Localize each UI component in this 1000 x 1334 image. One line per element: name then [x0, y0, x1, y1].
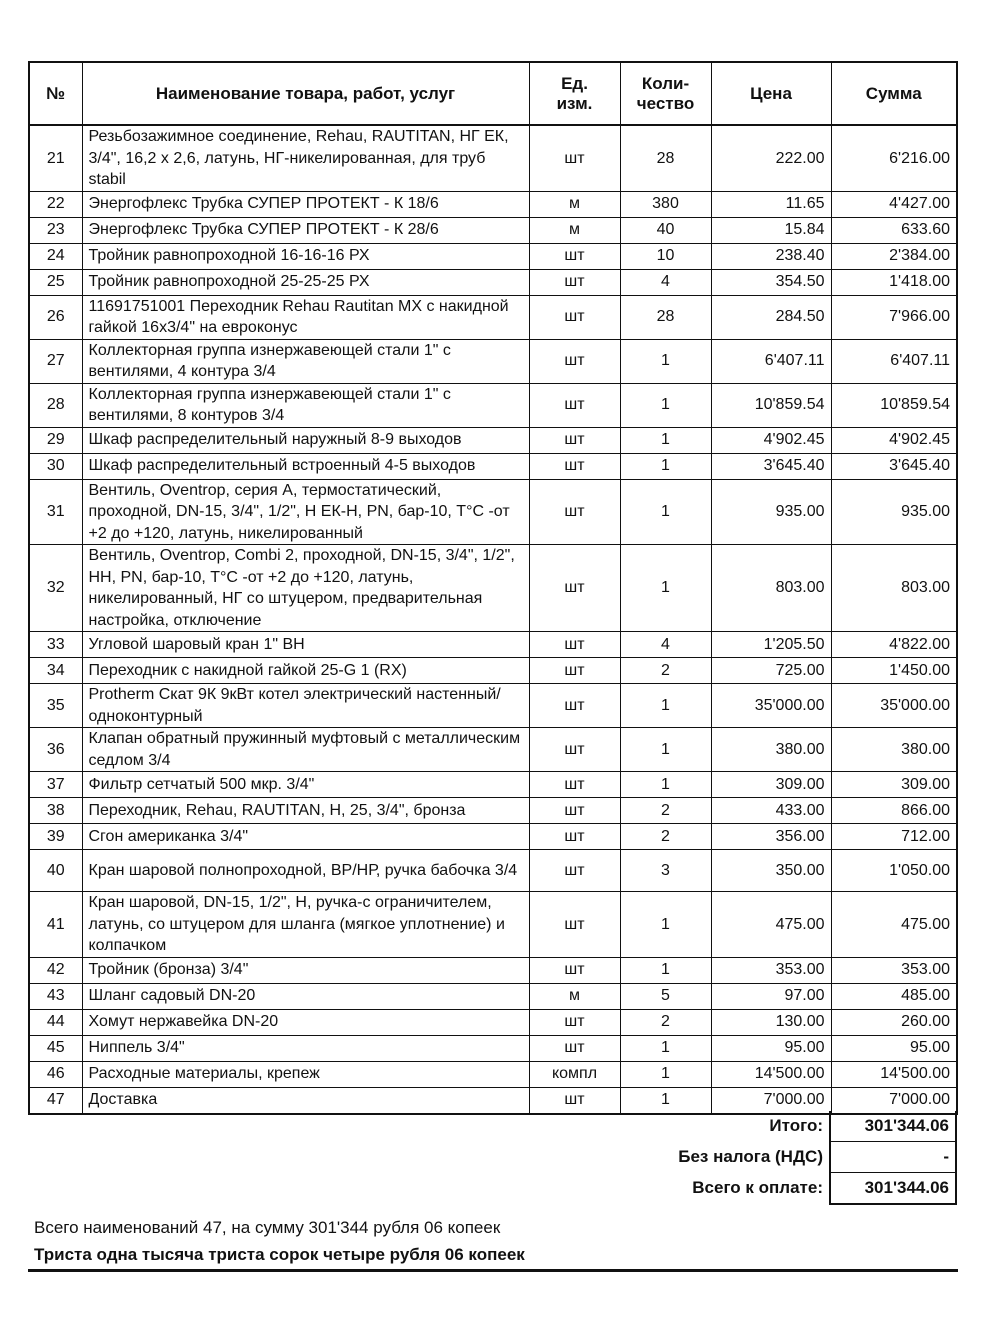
cell-qty: 4	[620, 269, 711, 295]
itogo-label: Итого:	[769, 1116, 823, 1136]
cell-price: 1'205.50	[711, 632, 831, 658]
header-unit	[529, 62, 620, 125]
cell-name: Коллекторная группа изнержавеющей стали 1" с вентилями, 8 контуров 3/4	[82, 383, 529, 427]
cell-price: 4'902.45	[711, 427, 831, 453]
table-row	[29, 1061, 957, 1087]
cell-unit: шт	[529, 427, 620, 453]
items-body	[29, 125, 957, 1114]
cell-unit: шт	[529, 892, 620, 958]
cell-unit: шт	[529, 728, 620, 772]
cell-unit: шт	[529, 798, 620, 824]
header-unit-line2: изм.	[556, 93, 593, 113]
cell-sum: 1'450.00	[831, 658, 957, 684]
table-row	[29, 850, 957, 892]
cell-num: 29	[29, 427, 82, 453]
cell-unit: шт	[529, 957, 620, 983]
cell-name: Тройник (бронза) 3/4"	[82, 957, 529, 983]
totals-table	[28, 1111, 957, 1205]
cell-sum: 803.00	[831, 545, 957, 632]
cell-num: 25	[29, 269, 82, 295]
totals-row-nds	[28, 1142, 956, 1173]
cell-qty: 1	[620, 1061, 711, 1087]
nds-value: -	[830, 1142, 956, 1173]
cell-unit: шт	[529, 658, 620, 684]
cell-qty: 1	[620, 1087, 711, 1114]
cell-unit: шт	[529, 1035, 620, 1061]
cell-unit: шт	[529, 850, 620, 892]
header-unit-line1: Ед.	[561, 73, 588, 93]
cell-price: 238.40	[711, 243, 831, 269]
cell-num: 30	[29, 453, 82, 479]
cell-qty: 1	[620, 383, 711, 427]
cell-name: Ниппель 3/4"	[82, 1035, 529, 1061]
cell-name: Кран шаровой полнопроходной, ВР/НР, ручка бабочка 3/4	[82, 850, 529, 892]
cell-num: 39	[29, 824, 82, 850]
cell-price: 7'000.00	[711, 1087, 831, 1114]
cell-name: Шкаф распределительный наружный 8-9 выходов	[82, 427, 529, 453]
cell-num: 23	[29, 217, 82, 243]
cell-qty: 2	[620, 798, 711, 824]
cell-num: 37	[29, 772, 82, 798]
cell-num: 31	[29, 479, 82, 545]
table-row	[29, 728, 957, 772]
header-qty-line1: Коли-	[641, 73, 690, 93]
cell-price: 6'407.11	[711, 339, 831, 383]
table-row	[29, 798, 957, 824]
cell-unit: шт	[529, 269, 620, 295]
cell-num: 44	[29, 1009, 82, 1035]
cell-unit: шт	[529, 453, 620, 479]
cell-sum: 2'384.00	[831, 243, 957, 269]
totals-row-total	[28, 1173, 956, 1205]
cell-price: 935.00	[711, 479, 831, 545]
cell-num: 26	[29, 295, 82, 339]
cell-sum: 6'407.11	[831, 339, 957, 383]
cell-qty: 1	[620, 957, 711, 983]
header-qty-line2: чество	[636, 93, 695, 113]
cell-price: 354.50	[711, 269, 831, 295]
cell-sum: 10'859.54	[831, 383, 957, 427]
cell-qty: 1	[620, 772, 711, 798]
cell-price: 15.84	[711, 217, 831, 243]
cell-price: 353.00	[711, 957, 831, 983]
cell-num: 24	[29, 243, 82, 269]
table-row	[29, 824, 957, 850]
table-row	[29, 217, 957, 243]
header-sum: Сумма	[831, 62, 957, 125]
cell-sum: 712.00	[831, 824, 957, 850]
cell-qty: 4	[620, 632, 711, 658]
cell-sum: 4'902.45	[831, 427, 957, 453]
table-row	[29, 632, 957, 658]
cell-name: Переходник, Rehau, RAUTITAN, Н, 25, 3/4", бронза	[82, 798, 529, 824]
cell-num: 46	[29, 1061, 82, 1087]
cell-sum: 7'966.00	[831, 295, 957, 339]
cell-unit: компл	[529, 1061, 620, 1087]
cell-sum: 6'216.00	[831, 125, 957, 191]
cell-num: 22	[29, 191, 82, 217]
cell-name: Сгон американка 3/4"	[82, 824, 529, 850]
cell-qty: 1	[620, 427, 711, 453]
cell-qty: 2	[620, 658, 711, 684]
cell-qty: 2	[620, 1009, 711, 1035]
table-row	[29, 339, 957, 383]
items-table	[28, 61, 958, 1115]
cell-name: Шланг садовый DN-20	[82, 983, 529, 1009]
cell-qty: 10	[620, 243, 711, 269]
cell-sum: 866.00	[831, 798, 957, 824]
cell-price: 3'645.40	[711, 453, 831, 479]
cell-qty: 1	[620, 684, 711, 728]
total-value: 301'344.06	[830, 1173, 956, 1205]
bottom-rule	[28, 1269, 958, 1272]
cell-unit: шт	[529, 1009, 620, 1035]
cell-unit: м	[529, 217, 620, 243]
table-row	[29, 1009, 957, 1035]
cell-price: 222.00	[711, 125, 831, 191]
cell-qty: 5	[620, 983, 711, 1009]
cell-price: 803.00	[711, 545, 831, 632]
cell-name: Фильтр сетчатый 500 мкр. 3/4"	[82, 772, 529, 798]
table-row	[29, 383, 957, 427]
cell-price: 14'500.00	[711, 1061, 831, 1087]
cell-sum: 475.00	[831, 892, 957, 958]
table-row	[29, 545, 957, 632]
cell-name: Тройник равнопроходной 16-16-16 РХ	[82, 243, 529, 269]
header-qty	[620, 62, 711, 125]
cell-num: 34	[29, 658, 82, 684]
cell-name: Переходник с накидной гайкой 25-G 1 (RX)	[82, 658, 529, 684]
cell-sum: 380.00	[831, 728, 957, 772]
cell-qty: 28	[620, 125, 711, 191]
cell-name: Энергофлекс Трубка СУПЕР ПРОТЕКТ - К 28/6	[82, 217, 529, 243]
cell-sum: 4'822.00	[831, 632, 957, 658]
cell-sum: 309.00	[831, 772, 957, 798]
cell-unit: шт	[529, 295, 620, 339]
itogo-value: 301'344.06	[830, 1111, 956, 1142]
table-row	[29, 892, 957, 958]
table-row	[29, 684, 957, 728]
cell-qty: 1	[620, 479, 711, 545]
cell-name: Доставка	[82, 1087, 529, 1114]
cell-name: Тройник равнопроходной 25-25-25 РХ	[82, 269, 529, 295]
cell-name: Угловой шаровый кран 1" ВН	[82, 632, 529, 658]
cell-price: 10'859.54	[711, 383, 831, 427]
cell-name: Хомут нержавейка DN-20	[82, 1009, 529, 1035]
table-row	[29, 983, 957, 1009]
cell-num: 33	[29, 632, 82, 658]
cell-num: 32	[29, 545, 82, 632]
cell-num: 35	[29, 684, 82, 728]
cell-sum: 353.00	[831, 957, 957, 983]
cell-name: Вентиль, Oventrop, серия А, термостатический, проходной, DN-15, 3/4", 1/2", Н ЕК-Н, PN, бар-10, Т°С -от +2 до +120, латунь, никелированный	[82, 479, 529, 545]
cell-unit: шт	[529, 1087, 620, 1114]
cell-price: 130.00	[711, 1009, 831, 1035]
cell-sum: 3'645.40	[831, 453, 957, 479]
cell-unit: шт	[529, 339, 620, 383]
cell-num: 45	[29, 1035, 82, 1061]
cell-name: Шкаф распределительный встроенный 4-5 выходов	[82, 453, 529, 479]
cell-num: 27	[29, 339, 82, 383]
cell-unit: м	[529, 983, 620, 1009]
cell-unit: шт	[529, 125, 620, 191]
cell-unit: м	[529, 191, 620, 217]
cell-unit: шт	[529, 243, 620, 269]
cell-price: 97.00	[711, 983, 831, 1009]
cell-sum: 633.60	[831, 217, 957, 243]
table-row	[29, 125, 957, 191]
table-row	[29, 1087, 957, 1114]
cell-sum: 7'000.00	[831, 1087, 957, 1114]
cell-num: 38	[29, 798, 82, 824]
table-row	[29, 479, 957, 545]
total-label: Всего к оплате:	[692, 1178, 823, 1198]
cell-num: 41	[29, 892, 82, 958]
amount-in-words: Триста одна тысяча триста сорок четыре рубля 06 копеек	[34, 1245, 525, 1264]
table-header-row	[29, 62, 957, 125]
table-row	[29, 427, 957, 453]
cell-sum: 935.00	[831, 479, 957, 545]
cell-price: 725.00	[711, 658, 831, 684]
cell-num: 28	[29, 383, 82, 427]
cell-price: 11.65	[711, 191, 831, 217]
cell-unit: шт	[529, 479, 620, 545]
cell-qty: 1	[620, 545, 711, 632]
summary-line: Всего наименований 47, на сумму 301'344 рубля 06 копеек	[34, 1218, 501, 1237]
cell-unit: шт	[529, 545, 620, 632]
cell-num: 40	[29, 850, 82, 892]
cell-qty: 1	[620, 892, 711, 958]
cell-num: 42	[29, 957, 82, 983]
cell-unit: шт	[529, 684, 620, 728]
cell-name: Резьбозажимное соединение, Rehau, RAUTITAN, НГ ЕК, 3/4", 16,2 х 2,6, латунь, НГ-никелированная, для труб stabil	[82, 125, 529, 191]
cell-qty: 3	[620, 850, 711, 892]
table-row	[29, 243, 957, 269]
table-row	[29, 658, 957, 684]
cell-sum: 485.00	[831, 983, 957, 1009]
cell-qty: 40	[620, 217, 711, 243]
cell-qty: 1	[620, 453, 711, 479]
cell-sum: 1'418.00	[831, 269, 957, 295]
cell-price: 380.00	[711, 728, 831, 772]
cell-price: 95.00	[711, 1035, 831, 1061]
cell-name: Protherm Скат 9К 9кВт котел электрический настенный/одноконтурный	[82, 684, 529, 728]
cell-sum: 260.00	[831, 1009, 957, 1035]
cell-unit: шт	[529, 824, 620, 850]
cell-num: 43	[29, 983, 82, 1009]
cell-unit: шт	[529, 383, 620, 427]
header-price: Цена	[711, 62, 831, 125]
cell-name: Энергофлекс Трубка СУПЕР ПРОТЕКТ - К 18/6	[82, 191, 529, 217]
cell-unit: шт	[529, 772, 620, 798]
cell-name: 11691751001 Переходник Rehau Rautitan MX с накидной гайкой 16х3/4" на евроконус	[82, 295, 529, 339]
cell-name: Коллекторная группа изнержавеющей стали 1" с вентилями, 4 контура 3/4	[82, 339, 529, 383]
table-row	[29, 191, 957, 217]
totals-row-itogo	[28, 1111, 956, 1142]
cell-price: 35'000.00	[711, 684, 831, 728]
cell-num: 21	[29, 125, 82, 191]
header-name: Наименование товара, работ, услуг	[82, 62, 529, 125]
cell-sum: 14'500.00	[831, 1061, 957, 1087]
table-row	[29, 295, 957, 339]
table-row	[29, 269, 957, 295]
cell-name: Клапан обратный пружинный муфтовый с металлическим седлом 3/4	[82, 728, 529, 772]
cell-qty: 28	[620, 295, 711, 339]
table-row	[29, 1035, 957, 1061]
table-row	[29, 453, 957, 479]
cell-unit: шт	[529, 632, 620, 658]
cell-price: 309.00	[711, 772, 831, 798]
cell-qty: 2	[620, 824, 711, 850]
cell-price: 433.00	[711, 798, 831, 824]
cell-sum: 1'050.00	[831, 850, 957, 892]
cell-name: Расходные материалы, крепеж	[82, 1061, 529, 1087]
table-row	[29, 772, 957, 798]
cell-qty: 1	[620, 728, 711, 772]
cell-num: 36	[29, 728, 82, 772]
cell-price: 356.00	[711, 824, 831, 850]
cell-name: Кран шаровой, DN-15, 1/2", Н, ручка-с ограничителем, латунь, со штуцером для шланга (мягкое уплотнение) и колпачком	[82, 892, 529, 958]
cell-sum: 4'427.00	[831, 191, 957, 217]
cell-price: 350.00	[711, 850, 831, 892]
cell-qty: 1	[620, 339, 711, 383]
nds-label: Без налога (НДС)	[678, 1147, 823, 1166]
cell-sum: 35'000.00	[831, 684, 957, 728]
cell-price: 284.50	[711, 295, 831, 339]
header-num: №	[29, 62, 82, 125]
cell-qty: 380	[620, 191, 711, 217]
cell-price: 475.00	[711, 892, 831, 958]
cell-name: Вентиль, Oventrop, Combi 2, проходной, DN-15, 3/4", 1/2", НН, PN, бар-10, Т°С -от +2 до +120, латунь, никелированный, НГ со штуцером, предварительная настройка, отключение	[82, 545, 529, 632]
cell-sum: 95.00	[831, 1035, 957, 1061]
cell-num: 47	[29, 1087, 82, 1114]
table-row	[29, 957, 957, 983]
cell-qty: 1	[620, 1035, 711, 1061]
